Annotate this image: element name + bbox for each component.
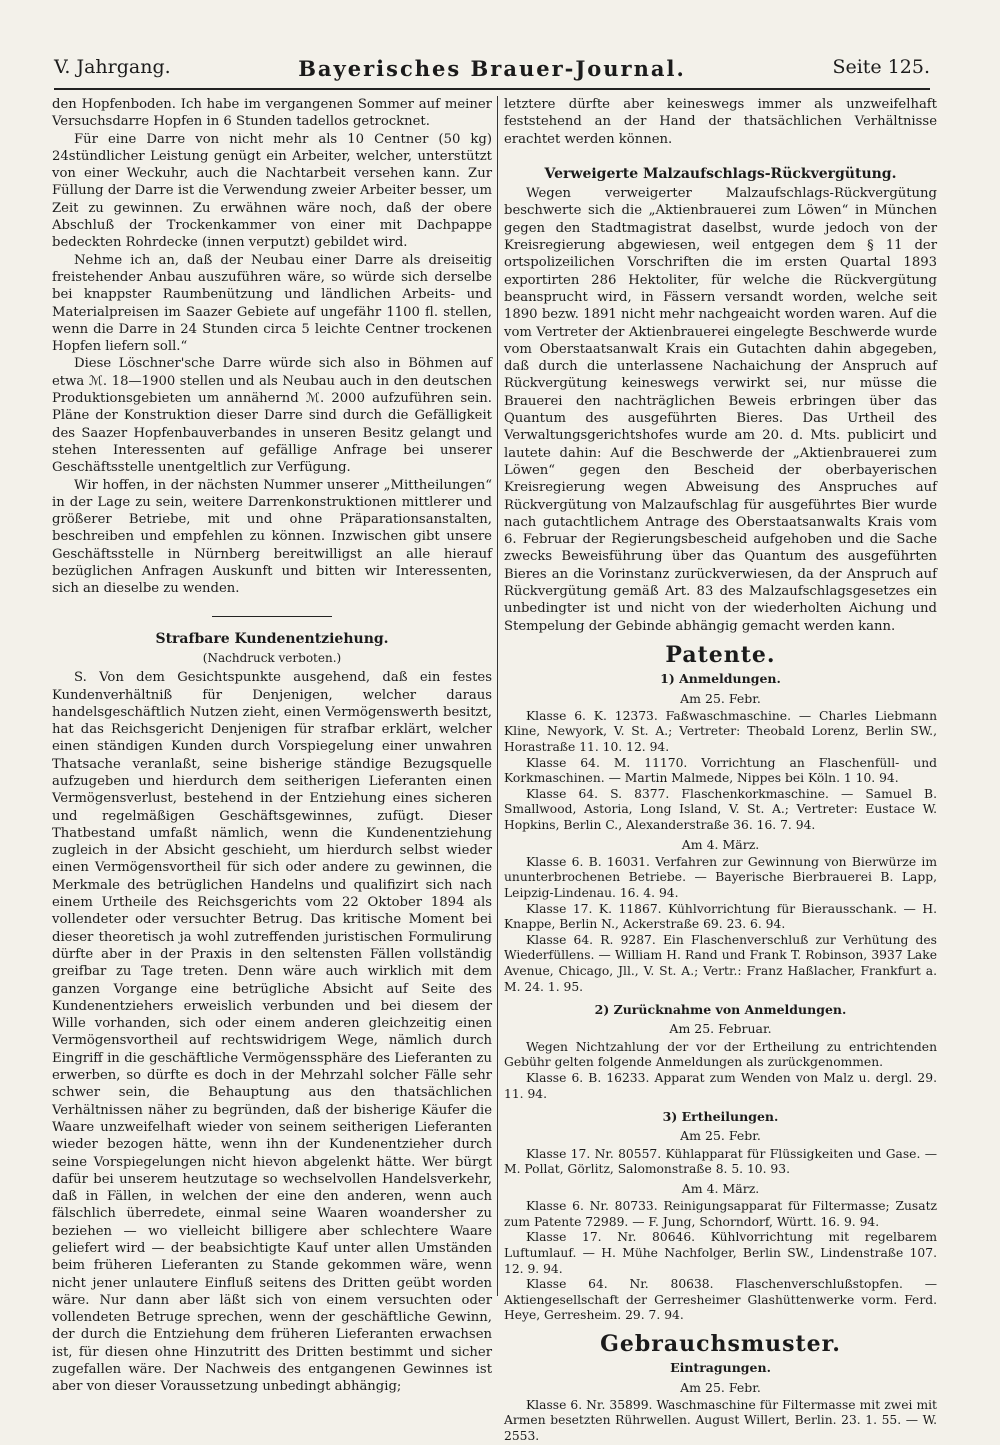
patent-entry: Klasse 6. B. 16031. Verfahren zur Gewinnung von Bierwürze im ununterbrochenen Betriebe. — Bayerische Bierbrauerei B. Lapp, Leipzig-Lindenau. 16. 4. 94. [504, 854, 937, 901]
section-separator [212, 616, 332, 617]
right-column [504, 96, 937, 1445]
patent-entry: Klasse 64. R. 9287. Ein Flaschenverschluß zur Verhütung des Wiederfüllens. — William H. Rand und Frank T. Robinson, 3937 Lake Avenue, Chicago, Jll., V. St. A.; Vertr.: Franz Haßlacher, Frankfurt a. M. 24. 1. 95. [504, 932, 937, 994]
subsection-title: 1) Anmeldungen. [660, 671, 781, 687]
volume-label: V. Jahrgang. [54, 56, 171, 78]
paragraph: letztere dürfte aber keineswegs immer als unzweifelhaft feststehend an der Hand der thatsächlichen Verhältnisse erachtet werden können. [504, 97, 937, 147]
patents-heading: Patente. [665, 641, 776, 668]
patent-entry: Klasse 64. Nr. 80638. Flaschenverschlußstopfen. — Aktiengesellschaft der Gerresheimer Glashüttenwerke vorm. Ferd. Heye, Gerresheim. 29. 7. 94. [504, 1277, 937, 1323]
reprint-note: (Nachdruck verboten.) [202, 650, 342, 665]
gebrauchsmuster-section [504, 1359, 937, 1444]
paragraph: den Hopfenboden. Ich habe im vergangenen Sommer auf meiner Versuchsdarre Hopfen in 6 Stunden tadellos getrocknet. [52, 97, 492, 130]
paragraph: Für eine Darre von nicht mehr als 10 Centner (50 kg) 24stündlicher Leistung genügt ein Arbeiter, welcher, unterstützt von einer Weckuhr, auch die Nachtarbeit versehen kann. Zur Füllung der Darre ist die Verwendung zweier Arbeiter besser, um Zeit zu gewinnen. Zu erwähnen wäre noch, daß der obere Abschluß der Trockenkammer von einer mit Dachpappe bedeckten Rohrdecke (innen verputzt) gebildet wird. [52, 131, 492, 251]
date-line: Am 4. März. [681, 836, 760, 852]
paragraph: Wegen Nichtzahlung der vor der Ertheilung zu entrichtenden Gebühr gelten folgende Anmeldungen als zurückgenommen. [504, 1039, 937, 1070]
page-number: Seite 125. [832, 56, 930, 78]
gebrauchsmuster-heading: Gebrauchsmuster. [600, 1330, 841, 1357]
paragraph: Wir hoffen, in der nächsten Nummer unserer „Mittheilungen“ in der Lage zu sein, weitere Darrenkonstruktionen mittlerer und größerer Betriebe, mit und ohne Präparationsanstalten, beschreiben und empfehlen zu können. Inzwischen gibt unsere Geschäftsstelle in Nürnberg bereitwilligst an alle hierauf bezüglichen Anfragen Auskunft und bitten wir Interessenten, sich an dieselbe zu wenden. [52, 477, 492, 597]
header-rule [54, 88, 930, 90]
article-paragraph: Wegen verweigerter Malzaufschlags-Rückvergütung beschwerte sich die „Aktienbrauerei zum Löwen“ in München gegen den Stadtmagistrat daselbst, wurde jedoch von der Kreisregierung abgewiesen, weil entgegen dem § 11 der ortspolizeilichen Vorschriften die im ersten Quartal 1893 exportirten 286 Hektoliter, für welche die Rückvergütung beansprucht wird, in Fässern versandt worden, welche seit 1890 bezw. 1891 nicht mehr nachgeaicht worden waren. Auf die vom Vertreter der Aktienbrauerei eingelegte Beschwerde wurde vom Oberstaatsanwalt Krais ein Gutachten dahin abgegeben, daß durch die unterlassene Nachaichung der Anspruch auf Rückvergütung keineswegs verwirkt sei, nur müsse die Brauerei den nachträglichen Beweis erbringen über das Quantum des ausgeführten Bieres. Das Urtheil des Verwaltungsgerichtshofes wurde am 20. d. Mts. publicirt und lautete dahin: Auf die Beschwerde der „Aktienbrauerei zum Löwen“ gegen den Bescheid der oberbayerischen Kreisregierung wegen Abweisung des Anspruches auf Rückvergütung von Malzaufschlag für ausgeführtes Bier wurde nach gutachtlichem Antrage des Oberstaatsanwalts Krais vom 6. Februar der Regierungsbescheid aufgehoben und die Sache zwecks Beweisführung über das Quantum des ausgeführten Bieres an die Vorinstanz zurückverwiesen, da der Anspruch auf Rückvergütung gemäß Art. 83 des Malzaufschlagsgesetzes ein unbedingter ist und nicht von der wiederholten Aichung und Stempelung der Gebinde abhängig gemacht werden kann. [504, 186, 937, 634]
patent-entry: Klasse 64. M. 11170. Vorrichtung an Flaschenfüll- und Korkmaschinen. — Martin Malmede, Nippes bei Köln. 1 10. 94. [504, 755, 937, 786]
column-divider [497, 96, 498, 1296]
journal-title: Bayerisches Brauer-Journal. [298, 56, 686, 81]
section-title: Strafbare Kundenentziehung. [155, 630, 389, 647]
date-line: Am 25. Febr. [680, 1379, 761, 1395]
subsection-title: 2) Zurücknahme von Anmeldungen. [594, 1002, 847, 1018]
date-line: Am 25. Februar. [669, 1021, 772, 1037]
date-line: Am 25. Febr. [680, 690, 761, 706]
patent-entry: Klasse 6. Nr. 80733. Reinigungsapparat für Filtermasse; Zusatz zum Patente 72989. — F. Jung, Schorndorf, Württ. 16. 9. 94. [504, 1199, 937, 1229]
patent-entry: Klasse 6. B. 16233. Apparat zum Wenden von Malz u. dergl. 29. 11. 94. [504, 1070, 937, 1101]
patent-entry: Klasse 64. S. 8377. Flaschenkorkmaschine. — Samuel B. Smallwood, Astoria, Long Island, V. St. A.; Vertreter: Eustace W. Hopkins, Berlin C., Alexanderstraße 36. 16. 7. 94. [504, 786, 937, 832]
left-column [52, 96, 492, 1396]
date-line: Am 4. März. [681, 1180, 760, 1196]
patent-entry: Klasse 17. Nr. 80646. Kühlvorrichtung mit regelbarem Luftumlauf. — H. Mühe Nachfolger, Berlin SW., Lindenstraße 107. 12. 9. 94. [504, 1230, 937, 1276]
patent-entry: Klasse 17. Nr. 80557. Kühlapparat für Flüssigkeiten und Gase. — M. Pollat, Görlitz, Salomonstraße 8. 5. 10. 93. [504, 1146, 937, 1177]
patent-entry: Klasse 17. K. 11867. Kühlvorrichtung für Bierausschank. — H. Knappe, Berlin N., Ackerstraße 69. 23. 6. 94. [504, 901, 937, 932]
article-paragraph: S. Von dem Gesichtspunkte ausgehend, daß ein festes Kundenverhältniß für Denjenigen, welcher daraus handelsgeschäftlich Nutzen zieht, einen Vermögenswerth besitzt, hat das Reichsgericht Denjenigen für strafbar erklärt, welcher einen ständigen Kunden durch Vorspiegelung einer unwahren Thatsache veranlaßt, seine bisherige ständige Bezugsquelle aufzugeben und hierdurch dem seitherigen Lieferanten einen Vermögensverlust, bestehend in der Entziehung eines sicheren und regelmäßigen Geschäftsgewinnes, zufügt. Dieser Thatbestand umfaßt nämlich, wenn die Kundenentziehung zugleich in der Absicht geschieht, um hierdurch selbst wieder einen Vermögensvortheil für sich oder andere zu gewinnen, die Merkmale des betrüglichen Handelns und qualifizirt sich nach einem Urtheile des Reichsgerichts vom 22 Oktober 1894 als vollendeter oder versuchter Betrug. Das kritische Moment bei dieser theoretisch ja wohl zutreffenden juristischen Formulirung dürfte aber in der Praxis in den seltensten Fällen vollständig greifbar zu Tage treten. Denn wäre auch wirklich mit dem ganzen Vorgange eine betrügliche Absicht auf Seite des Kundenentziehers erweislich verbunden und bei diesem der Wille vorhanden, sich oder einem anderen gleichzeitig einen Vermögensvortheil auf rechtswidrigem Wege, nämlich durch Eingriff in die geschäftliche Vermögenssphäre des Lieferanten zu erwerben, so dürfte es doch in der Mehrzahl solcher Fälle sehr schwer sein, die Behauptung aus den thatsächlichen Verhältnissen näher zu begründen, daß der bisherige Käufer die Waare unzweifelhaft wieder von seinem seitherigen Lieferanten wieder bezogen hätte, wenn ihn der Kundenentzieher durch seine Vorspiegelungen nicht hievon abgelenkt hätte. Wer bürgt dafür bei unserem heutzutage so wechselvollen Handelsverkehr, daß in Fällen, in welchen der eine den anderen, wenn auch fälschlich überredete, einmal seine Waaren woandersher zu beziehen — wo vielleicht billigere aber schlechtere Waare geliefert wird — der beabsichtigte Kauf unter allen Umständen beim früheren Lieferanten zu Stande gekommen wäre, wenn nicht jener unlautere Einfluß seitens des Dritten geübt worden wäre. Nur dann aber läßt sich von einem versuchten oder vollendeten Betruge sprechen, wenn der geschäftliche Gewinn, der durch die Entziehung dem früheren Lieferanten erwachsen ist, für diesen ohne Hinzutritt des Dritten bestimmt und sicher zugefallen wäre. Der Nachweis des entgangenen Gewinnes ist aber von dieser Voraussetzung unbedingt abhängig; [52, 670, 492, 1395]
subsection-title: 3) Ertheilungen. [662, 1109, 779, 1125]
patents-section [504, 670, 937, 1324]
paragraph: Nehme ich an, daß der Neubau einer Darre als dreiseitig freistehender Anbau auszuführen wäre, so würde sich derselbe bei knappster Raumbenützung und ländlichen Arbeits- und Materialpreisen im Saazer Gebiete auf ungefähr 1100 fl. stellen, wenn die Darre in 24 Stunden circa 5 leichte Centner trockenen Hopfen liefern soll.“ [52, 252, 492, 355]
section-title: Verweigerte Malzaufschlags-Rückvergütung. [544, 165, 897, 182]
paragraph: Diese Löschner'sche Darre würde sich also in Böhmen auf etwa ℳ. 18—1900 stellen und als Neubau auch in den deutschen Produktionsgebieten um annähernd ℳ. 2000 aufzuführen sein. Pläne der Konstruktion dieser Darre sind durch die Gefälligkeit des Saazer Hopfenbauverbandes in unseren Besitz gelangt und stehen Interessenten auf gefällige Anfrage bei unserer Geschäftsstelle unentgeltlich zur Verfügung. [52, 356, 492, 476]
patent-entry: Klasse 6. K. 12373. Faßwaschmaschine. — Charles Liebmann Kline, Newyork, V. St. A.; Vertreter: Theobald Lorenz, Berlin SW., Horastraße 11. 10. 12. 94. [504, 708, 937, 754]
page-header [54, 56, 930, 86]
patent-entry: Klasse 6. Nr. 35899. Waschmaschine für Filtermasse mit zwei mit Armen besetzten Rührwellen. August Willert, Berlin. 23. 1. 55. — W. 2553. [504, 1397, 937, 1444]
subsection-title: Eintragungen. [670, 1360, 771, 1376]
date-line: Am 25. Febr. [680, 1128, 761, 1144]
